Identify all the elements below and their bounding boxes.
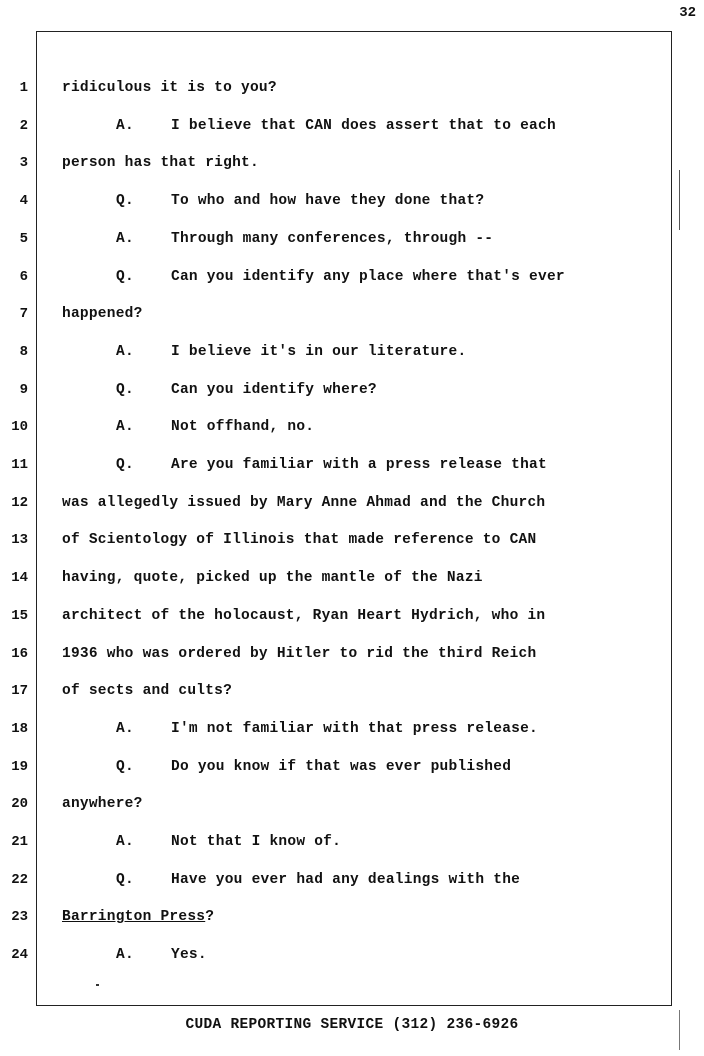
line-number: 17 bbox=[11, 683, 28, 700]
transcript-line bbox=[0, 373, 704, 411]
line-text bbox=[116, 269, 565, 285]
line-number: 19 bbox=[11, 758, 28, 775]
speaker-label: A. bbox=[116, 343, 134, 360]
line-text bbox=[116, 721, 538, 737]
transcript-line bbox=[0, 900, 704, 938]
line-content: Do you know if that was ever published bbox=[171, 758, 512, 775]
line-number: 13 bbox=[11, 532, 28, 549]
line-text bbox=[116, 382, 377, 398]
line-text bbox=[116, 457, 547, 473]
line-number: 10 bbox=[11, 419, 28, 436]
transcript-line bbox=[0, 674, 704, 712]
transcript-line bbox=[0, 561, 704, 599]
line-number: 22 bbox=[11, 871, 28, 888]
transcript-line bbox=[0, 712, 704, 750]
line-text bbox=[116, 419, 314, 435]
transcript-line bbox=[0, 146, 704, 184]
transcript-line bbox=[0, 523, 704, 561]
line-text bbox=[116, 193, 484, 209]
line-number: 8 bbox=[19, 343, 28, 360]
transcript-line bbox=[0, 184, 704, 222]
speaker-label: A. bbox=[116, 230, 134, 247]
line-text: having, quote, picked up the mantle of the Nazi bbox=[62, 570, 483, 587]
line-content: I believe it's in our literature. bbox=[171, 343, 467, 360]
scan-speck bbox=[96, 984, 99, 986]
speaker-label: Q. bbox=[116, 193, 134, 210]
line-content: I'm not familiar with that press release. bbox=[171, 720, 539, 737]
line-content: Not that I know of. bbox=[171, 834, 342, 850]
transcript-line bbox=[0, 335, 704, 373]
speaker-label: A. bbox=[116, 947, 134, 964]
line-text: was allegedly issued by Mary Anne Ahmad and the Church bbox=[62, 494, 546, 511]
transcript-line bbox=[0, 260, 704, 298]
speaker-label: Q. bbox=[116, 758, 134, 775]
line-content: Yes. bbox=[171, 947, 207, 964]
line-text bbox=[62, 909, 214, 925]
line-number: 1 bbox=[19, 80, 28, 96]
transcript-line bbox=[0, 410, 704, 448]
line-number: 12 bbox=[11, 494, 28, 511]
speaker-label: Q. bbox=[116, 268, 134, 285]
transcript-line bbox=[0, 71, 704, 109]
line-content: Not offhand, no. bbox=[171, 419, 315, 436]
line-text bbox=[116, 231, 493, 247]
line-number: 24 bbox=[11, 947, 28, 964]
transcript-line bbox=[0, 787, 704, 825]
speaker-label: Q. bbox=[116, 381, 134, 398]
line-number: 4 bbox=[19, 193, 28, 210]
transcript-line bbox=[0, 825, 704, 863]
line-number: 16 bbox=[11, 645, 28, 662]
line-text bbox=[116, 947, 207, 963]
line-number: 6 bbox=[19, 268, 28, 285]
transcript-line bbox=[0, 486, 704, 524]
line-text: ridiculous it is to you? bbox=[62, 80, 277, 96]
line-number: 7 bbox=[19, 306, 28, 323]
underlined-title: Barrington Press bbox=[62, 909, 206, 926]
speaker-label: Q. bbox=[116, 457, 134, 473]
line-number: 2 bbox=[19, 117, 28, 134]
transcript-line bbox=[0, 297, 704, 335]
line-number: 21 bbox=[11, 834, 28, 850]
line-text: of sects and cults? bbox=[62, 683, 233, 700]
line-text: anywhere? bbox=[62, 796, 143, 813]
page-number: 32 bbox=[679, 5, 696, 21]
line-text bbox=[116, 759, 511, 775]
transcript-line bbox=[0, 109, 704, 147]
line-number: 5 bbox=[19, 230, 28, 247]
line-content: Through many conferences, through -- bbox=[171, 230, 494, 247]
line-text: happened? bbox=[62, 306, 143, 323]
transcript-line bbox=[0, 863, 704, 901]
line-content: ? bbox=[205, 909, 215, 926]
transcript-line bbox=[0, 938, 704, 976]
line-number: 18 bbox=[11, 720, 28, 737]
line-content: Have you ever had any dealings with the bbox=[171, 871, 521, 888]
line-number: 11 bbox=[11, 457, 28, 473]
line-number: 3 bbox=[19, 155, 28, 172]
line-content: To who and how have they done that? bbox=[171, 193, 485, 210]
line-content: Can you identify any place where that's ever bbox=[171, 268, 565, 285]
line-number: 20 bbox=[11, 796, 28, 813]
speaker-label: A. bbox=[116, 720, 134, 737]
line-content: I believe that CAN does assert that to each bbox=[171, 117, 556, 134]
speaker-label: A. bbox=[116, 834, 134, 850]
line-number: 23 bbox=[11, 909, 28, 926]
line-text: person has that right. bbox=[62, 155, 259, 172]
speaker-label: A. bbox=[116, 117, 134, 134]
transcript-line bbox=[0, 637, 704, 675]
line-number: 15 bbox=[11, 607, 28, 624]
speaker-label: A. bbox=[116, 419, 134, 436]
reporter-footer: CUDA REPORTING SERVICE (312) 236-6926 bbox=[185, 1017, 519, 1033]
speaker-label: Q. bbox=[116, 871, 134, 888]
line-text bbox=[116, 118, 556, 134]
line-text: architect of the holocaust, Ryan Heart Hydrich, who in bbox=[62, 607, 546, 624]
transcript-line bbox=[0, 448, 704, 486]
line-text bbox=[116, 344, 466, 360]
line-text bbox=[116, 872, 520, 888]
transcript-line bbox=[0, 222, 704, 260]
line-text: of Scientology of Illinois that made reference to CAN bbox=[62, 532, 537, 549]
line-text: 1936 who was ordered by Hitler to rid the third Reich bbox=[62, 645, 537, 662]
transcript-line bbox=[0, 750, 704, 788]
line-number: 14 bbox=[11, 570, 28, 587]
line-number: 9 bbox=[19, 381, 28, 398]
line-content: Are you familiar with a press release that bbox=[171, 457, 547, 473]
line-text bbox=[116, 834, 341, 850]
line-content: Can you identify where? bbox=[171, 381, 377, 398]
transcript-line bbox=[0, 599, 704, 637]
